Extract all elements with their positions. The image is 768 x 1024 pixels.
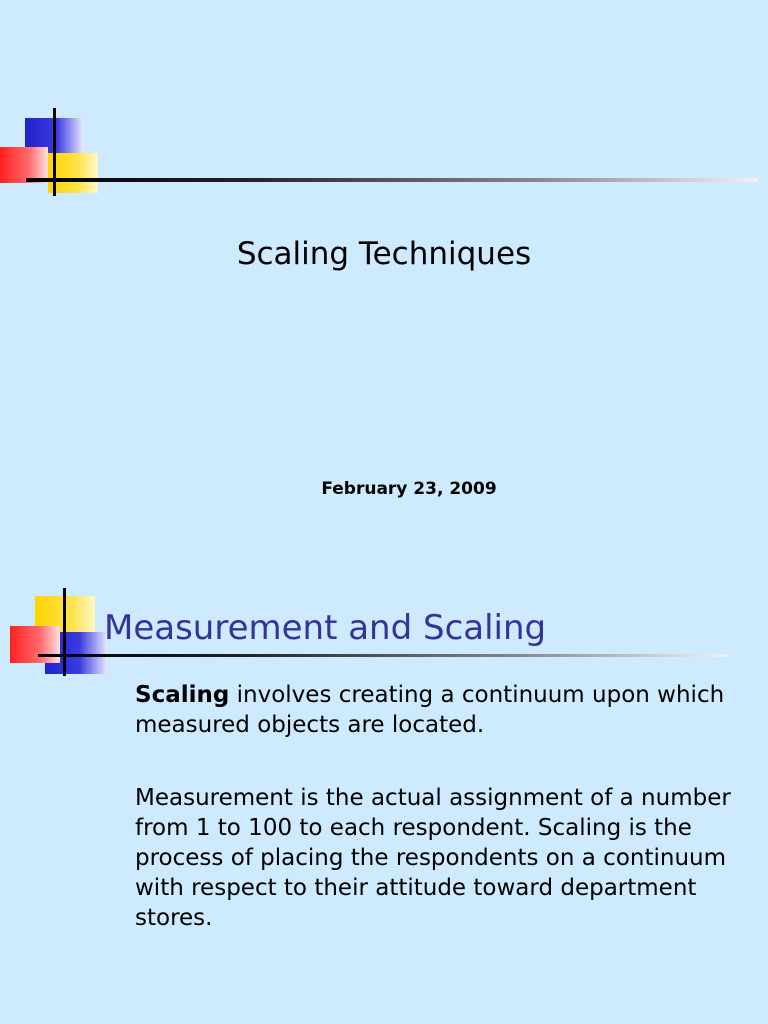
bold-term: Scaling <box>135 682 230 708</box>
slide-body <box>135 680 735 976</box>
paragraph-measurement-definition: Measurement is the actual assignment of a number from 1 to 100 to each respondent. Scaling is the process of placing the respondents on a continuum with respect to their attitude toward department stores. <box>135 785 731 931</box>
red-square <box>10 626 60 663</box>
horizontal-rule <box>38 654 728 657</box>
slide-date: February 23, 2009 <box>321 479 497 499</box>
content-slide <box>0 560 768 1024</box>
vertical-line <box>63 588 66 676</box>
horizontal-rule <box>26 178 758 182</box>
slide-title: Measurement and Scaling <box>104 608 547 648</box>
slide-title: Scaling Techniques <box>236 236 532 272</box>
vertical-line <box>53 108 56 196</box>
paragraph-scaling-definition <box>135 680 735 740</box>
paragraph-text: involves creating a continuum upon which measured objects are located. <box>135 682 725 738</box>
